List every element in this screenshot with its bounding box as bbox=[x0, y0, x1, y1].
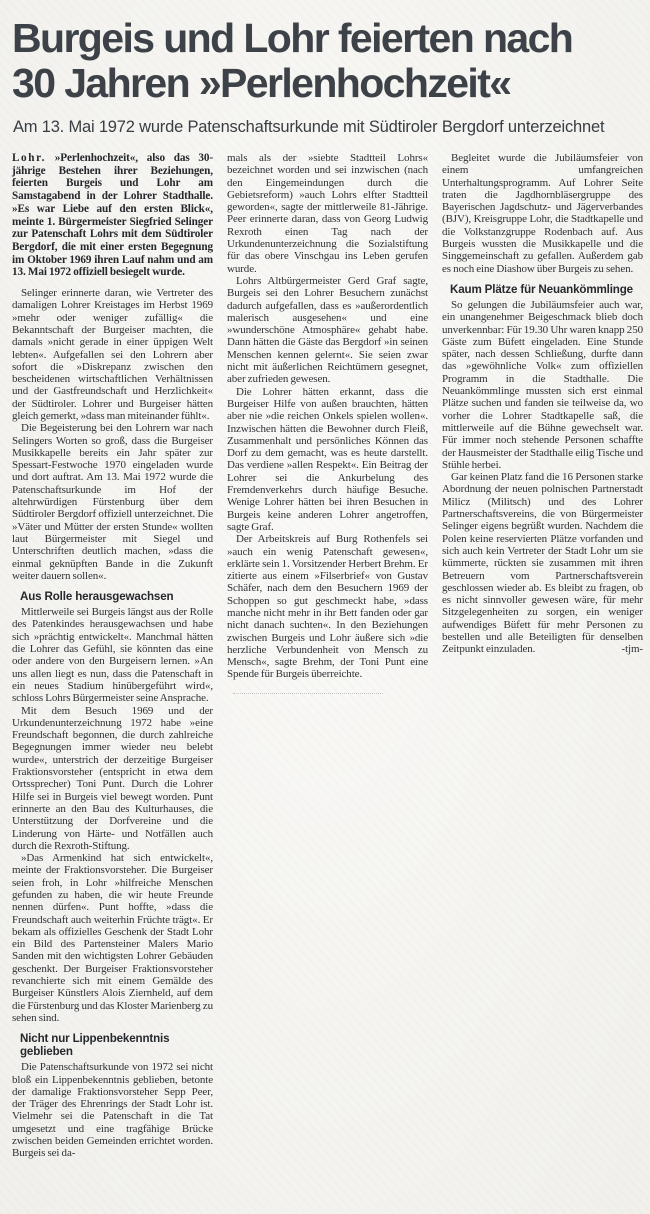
article-paragraph: Mittlerweile sei Burgeis längst aus der Rolle des Patenkindes herausgewachsen und habe sich »prächtig entwickelt«. Manchmal hätten die Lohrer das Gefühl, sie könnten das eine oder andere von den Burgeisern lernen. »An uns allen liegt es nun, dass die Patenschaft in ein neues Stadium hinübergeführt wird«, schloss Lohrs Bürgermeister seine Ansprache. bbox=[12, 606, 213, 705]
article-columns bbox=[12, 152, 642, 1160]
article-paragraph: Selinger erinnerte daran, wie Vertreter des damaligen Lohrer Kreistages im Herbst 1969 »mehr oder weniger zufällig« die Bekanntschaft der Burgeiser machten, die damals »nicht gerade in einer üppigen Welt lebten«. Aufgefallen sei den Lohrern aber sofort die »Diskrepanz zwischen den bescheidenen wirtschaftlichen Verhältnissen und der Gastfreundschaft und Herzlichkeit« der Südtiroler. Lohrer und Burgeiser hätten gleich gemerkt, »dass man miteinander fühlt«. bbox=[12, 287, 213, 422]
section-subheading: Aus Rolle herausgewachsen bbox=[20, 590, 174, 604]
article-column-2 bbox=[227, 152, 428, 695]
article-headline bbox=[12, 16, 642, 106]
author-signature: -tjm- bbox=[621, 643, 643, 656]
article-column-1 bbox=[12, 152, 213, 1160]
article-paragraph: mals als der »siebte Stadtteil Lohrs« bezeichnet worden und sei inzwischen (nach den Eingemeindungen durch die Gebietsreform) »auch Lohrs elfter Stadtteil geworden«, sagte der mittlerweile 81-Jährige. Peer erinnerte daran, dass von Georg Ludwig Rexroth einen Tag nach der Urkundenunterzeichnung die Sozialstiftung für das obere Vinschgau ins Leben gerufen wurde. bbox=[227, 152, 428, 275]
article-paragraph: Mit dem Besuch 1969 und der Urkundenunterzeichnung 1972 habe »eine Freundschaft begonnen, die durch zahlreiche Begegnungen immer wieder neu belebt wurde«, unterstrich der derzeitige Burgeiser Fraktionsvorsteher (entspricht in etwa dem Ortssprecher) Toni Punt. Durch die Lohrer Hilfe sei in Burgeis viel bewegt worden. Punt erinnerte an den Bau des Kulturhauses, die Unterstützung der Dorfvereine und die Linderung von Härte- und Notfällen auch durch die Rexroth-Stiftung. bbox=[12, 704, 213, 852]
dateline: Lohr. bbox=[12, 152, 47, 164]
article-paragraph: So gelungen die Jubiläumsfeier auch war, ein unangenehmer Beigeschmack blieb doch unverkennbar: Für 19.30 Uhr waren knapp 250 Gäste zum Büfett eingeladen. Eine Stunde später, nach dessen Schließung, durfte dann das »gewöhnliche Volk« zum offiziellen Programm in die Stadthalle. Die Neuankömmlinge mussten sich erst einmal Plätze suchen und fanden sie teilweise da, wo vorher die Lohrer Stadtkapelle saß, die mittlerweile auf die Bühne gewechselt war. Für immer noch stehende Personen schaffte der Hausmeister der Stadthalle eilig Tische und Stühle herbei. bbox=[442, 298, 643, 471]
article-paragraph: Die Begeisterung bei den Lohrern war nach Selingers Worten so groß, dass die Burgeiser Musikkapelle bereits ein Jahr später zur Spessart-Festwoche 1970 eingeladen wurde und dort auftrat. Am 13. Mai 1972 wurde die Patenschaftsurkunde im Hof der altehrwürdigen Fürstenburg über dem Südtiroler Bergdorf offiziell unterzeichnet. Die »Väter und Mütter der ersten Stunde« wollten laut Bürgermeister mit Siegel und Unterschriften deutlich machen, »dass die einmal geknüpften Bande in die Zukunft weiter dauern sollen«. bbox=[12, 422, 213, 582]
section-subheading: Kaum Plätze für Neuankömmlinge bbox=[450, 282, 633, 296]
article-paragraph: Die Lohrer hätten erkannt, dass die Burgeiser Hilfe von außen brauchten, hätten aber nie »die reichen Onkels spielen wollen«. Inzwischen hätten die Bewohner durch Fleiß, Zusammenhalt und persönliches Können das Dorf zu dem gemacht, was es heute darstellt. Das verdiene »allen Respekt«. Ein Beitrag der Lohrer sei die Ankurbelung des Fremdenverkehrs durch häufige Besuche. Wenige Lohrer hätten bei ihren Besuchen in Burgeis keine anderen Lohrer angetroffen, sagte Graf. bbox=[227, 385, 428, 533]
article-paragraph: Der Arbeitskreis auf Burg Rothenfels sei »auch ein wenig Patenschaft gewesen«, erklärte sein 1. Vorsitzender Herbert Brehm. Er zitierte aus einem »Filserbrief« von Gustav Schäfer, nach dem den Besuchern 1969 der Schoppen so gut geschmeckt habe, »dass manche nicht mehr in ihr Bett fanden oder gar nicht danach suchten«. In den Beziehungen zwischen Burgeis und Lohr äußere sich »die herzliche Verbundenheit von Mensch zu Mensch«, sagte Brehm, der Toni Punt eine Spende für Burgeis überreichte. bbox=[227, 533, 428, 681]
headline-line-2: 30 Jahren »Perlenhochzeit« bbox=[12, 60, 511, 106]
article-paragraph: Gar keinen Platz fand die 16 Personen starke Abordnung der neuen polnischen Partnerstadt Milicz (Militsch) und des Lohrer Partnerschaftsvereins, die von Bürgermeister Selinger eigens begrüßt wurden. Nachdem die Polen keine reservierten Plätze vorfanden und sich auch kein Vertreter der Stadt Lohr um sie kümmerte, rückten sie zusammen mit ihren Betreuern vom Partnerschaftsverein geschlossen wieder ab. Es bleibt zu fragen, ob es nicht sinnvoller gewesen wäre, für mehr Sitzgelegenheiten zu sorgen, ein weniger aufwendiges Büfett für mehr Personen zu bestellen und alle Beteiligten für denselben Zeitpunkt einzuladen. -tjm- bbox=[442, 471, 643, 656]
article-paragraph: Begleitet wurde die Jubiläumsfeier von einem umfangreichen Unterhaltungsprogramm. Auf Lohrer Seite traten die Jagdhornbläsergruppe des Bayerischen Jagdschutz- und Jägerverbandes (BJV), Kreisgruppe Lohr, die Stadtkapelle und die Volkstanzgruppe Rodenbach auf. Aus Burgeis wussten die Musikkapelle und die Singgemeinschaft zu gefallen. Außerdem gab es noch eine Diashow über Burgeis zu sehen. bbox=[442, 152, 643, 275]
article-paragraph: Lohrs Altbürgermeister Gerd Graf sagte, Burgeis sei den Lohrer Besuchern zunächst dadurch aufgefallen, dass es »außerordentlich malerisch ausgesehen« und eine »wunderschöne Atmosphäre« gehabt habe. Dann hätten die Gäste das Bergdorf »in seinen Menschen kennen gelernt«. Sie seien zwar nicht mit äußerlichen Reichtümern gesegnet, aber zufrieden gewesen. bbox=[227, 274, 428, 386]
scan-artifact bbox=[233, 693, 383, 695]
article-column-3 bbox=[442, 152, 643, 656]
article-paragraph: Die Patenschaftsurkunde von 1972 sei nicht bloß ein Lippenbekenntnis geblieben, betonte der damalige Fraktionsvorsteher Sepp Peer, der Träger des Ehrenrings der Stadt Lohr ist. Vielmehr sei die Patenschaft in die Tat umgesetzt und eine tragfähige Brücke zwischen beiden Gemeinden errichtet worden. Burgeis sei da- bbox=[12, 1061, 213, 1160]
article-paragraph: »Das Armenkind hat sich entwickelt«, meinte der Fraktionsvorsteher. Die Burgeiser seien froh, in Lohr »hilfreiche Menschen gefunden zu haben, die wir heute Freunde nennen dürfen«. Punt hoffte, »dass die Freundschaft auch weiterhin Früchte trägt«. Er bekam als offizielles Geschenk der Stadt Lohr ein Bild des Partensteiner Malers Mario Sanden mit den wichtigsten Lohrer Gebäuden geschenkt. Der Burgeiser Fraktionsvorsteher revanchierte sich mit einem Gemälde des Burgeiser Künstlers Alois Ziernheld, auf dem die Fürstenburg und das Kloster Marienberg zu sehen sind. bbox=[12, 852, 213, 1024]
headline-line-1: Burgeis und Lohr feierten nach bbox=[12, 15, 573, 61]
section-subheading: Nicht nur Lippenbekenntnis geblieben bbox=[20, 1032, 170, 1059]
article-subhead: Am 13. Mai 1972 wurde Patenschaftsurkunde mit Südtiroler Bergdorf unterzeichnet bbox=[13, 118, 605, 136]
lead-paragraph: Lohr. »Perlenhochzeit«, also das 30-jährige Bestehen ihrer Beziehungen, feierten Burgeis und Lohr am Samstagabend in der Lohrer Stadthalle. »Es war Liebe auf den ersten Blick«, meinte 1. Bürgermeister Siegfried Selinger zur Patenschaft Lohrs mit dem Südtiroler Bergdorf, die mit einer ersten Begegnung im Oktober 1969 ihren Lauf nahm und am 13. Mai 1972 offiziell besiegelt wurde. bbox=[12, 152, 213, 279]
